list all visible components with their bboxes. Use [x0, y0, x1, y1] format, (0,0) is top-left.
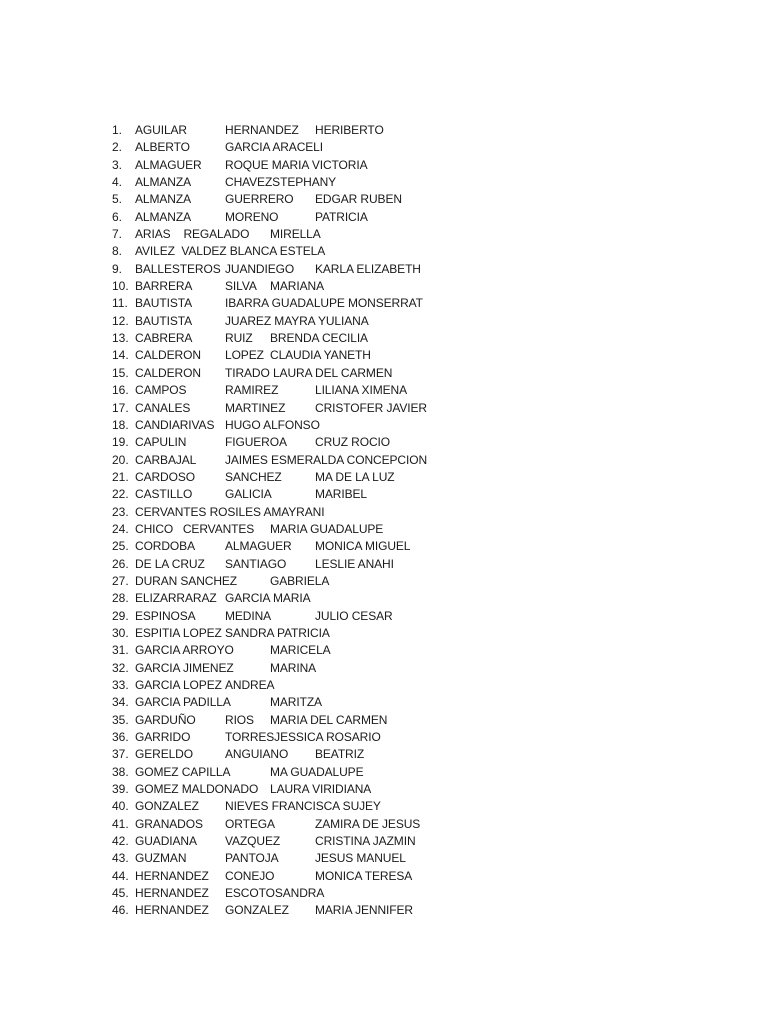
item-number: 8. [112, 244, 123, 259]
item-name: CAPULIN FIGUEROA CRUZ ROCIO [135, 435, 390, 450]
item-number: 10. [112, 279, 129, 294]
item-number: 33. [112, 678, 129, 692]
item-number: 35. [112, 712, 129, 727]
item-name: GOMEZ CAPILLA MA GUADALUPE [135, 764, 364, 779]
list-item [112, 798, 442, 815]
item-name: CABRERA RUIZ BRENDA CECILIA [135, 331, 368, 346]
item-name: GUZMAN PANTOJA JESUS MANUEL [135, 851, 406, 866]
item-name: CALDERON TIRADO LAURA DEL CARMEN [135, 365, 393, 380]
list-item [112, 122, 442, 139]
item-name: GERELDO ANGUIANO BEATRIZ [135, 747, 365, 762]
list-item [112, 504, 442, 521]
item-name: ESPINOSA MEDINA JULIO CESAR [135, 608, 393, 623]
list-item [112, 191, 442, 208]
item-name: GONZALEZ NIEVES FRANCISCA SUJEY [135, 799, 381, 814]
item-number: 45. [112, 886, 129, 901]
list-item [112, 243, 442, 260]
list-item [112, 434, 442, 451]
list-item [112, 868, 442, 885]
item-name: ARIAS REGALADO MIRELLA [135, 227, 321, 242]
list-item [112, 313, 442, 330]
item-name: GUADIANA VAZQUEZ CRISTINA JAZMIN [135, 834, 416, 849]
list-item [112, 746, 442, 763]
item-number: 7. [112, 227, 123, 242]
item-number: 24. [112, 521, 129, 536]
list-item [112, 729, 442, 746]
item-number: 41. [112, 816, 129, 831]
list-item [112, 833, 442, 850]
list-item [112, 625, 442, 642]
item-number: 29. [112, 608, 129, 623]
item-name: GARDUÑO RIOS MARIA DEL CARMEN [135, 712, 388, 727]
list-item [112, 764, 442, 781]
item-name: GRANADOS ORTEGA ZAMIRA DE JESUS [135, 816, 421, 831]
item-number: 46. [112, 903, 129, 918]
item-name: GOMEZ MALDONADO LAURA VIRIDIANA [135, 782, 372, 797]
list-item [112, 694, 442, 711]
item-name: ALMAGUER ROQUE MARIA VICTORIA [135, 157, 368, 172]
list-item [112, 677, 442, 694]
item-number: 26. [112, 556, 129, 571]
item-name: CASTILLO GALICIA MARIBEL [135, 487, 367, 502]
item-name: BAUTISTA JUAREZ MAYRA YULIANA [135, 313, 369, 328]
list-item [112, 712, 442, 729]
list-item [112, 850, 442, 867]
item-number: 21. [112, 469, 129, 484]
list-item [112, 556, 442, 573]
item-number: 1. [112, 123, 123, 137]
item-name: CERVANTES ROSILES AMAYRANI [135, 504, 325, 519]
item-name: GARCIA LOPEZ ANDREA [135, 678, 275, 692]
item-number: 36. [112, 730, 129, 745]
item-number: 23. [112, 504, 129, 519]
list-item [112, 642, 442, 659]
list-item [112, 347, 442, 364]
item-number: 40. [112, 799, 129, 814]
list-item [112, 452, 442, 469]
item-name: CORDOBA ALMAGUER MONICA MIGUEL [135, 539, 411, 554]
list-item [112, 660, 442, 677]
list-item [112, 261, 442, 278]
item-number: 18. [112, 417, 129, 432]
item-name: ESPITIA LOPEZ SANDRA PATRICIA [135, 625, 330, 640]
item-number: 15. [112, 365, 129, 380]
item-name: AVILEZ VALDEZ BLANCA ESTELA [135, 244, 326, 259]
name-list [112, 122, 442, 920]
item-number: 42. [112, 834, 129, 849]
item-number: 38. [112, 764, 129, 779]
item-number: 13. [112, 331, 129, 346]
list-item [112, 417, 442, 434]
item-number: 25. [112, 539, 129, 554]
list-item [112, 382, 442, 399]
item-name: CALDERON LOPEZ CLAUDIA YANETH [135, 348, 371, 363]
list-item [112, 816, 442, 833]
list-item [112, 226, 442, 243]
item-name: CARDOSO SANCHEZ MA DE LA LUZ [135, 469, 395, 484]
list-item [112, 781, 442, 798]
item-name: BARRERA SILVA MARIANA [135, 279, 324, 294]
item-name: HERNANDEZ ESCOTOSANDRA [135, 886, 325, 901]
item-number: 5. [112, 192, 123, 207]
item-name: BALLESTEROS JUANDIEGO KARLA ELIZABETH [135, 261, 421, 276]
item-number: 11. [112, 296, 128, 311]
item-name: ELIZARRARAZ GARCIA MARIA [135, 591, 311, 606]
item-number: 30. [112, 625, 129, 640]
item-name: CAMPOS RAMIREZ LILIANA XIMENA [135, 383, 407, 398]
item-number: 39. [112, 782, 129, 797]
item-number: 34. [112, 695, 129, 710]
list-item [112, 209, 442, 226]
list-item [112, 469, 442, 486]
item-number: 4. [112, 175, 123, 190]
list-item [112, 295, 442, 312]
item-name: CHICO CERVANTES MARIA GUADALUPE [135, 521, 384, 536]
item-number: 20. [112, 452, 129, 467]
item-name: GARRIDO TORRESJESSICA ROSARIO [135, 730, 381, 745]
item-name: CANDIARIVAS HUGO ALFONSO [135, 417, 320, 432]
item-number: 22. [112, 487, 129, 502]
item-name: ALBERTO GARCIA ARACELI [135, 140, 323, 155]
list-item [112, 174, 442, 191]
item-name: DURAN SANCHEZ GABRIELA [135, 573, 330, 588]
item-number: 9. [112, 261, 123, 276]
item-name: CANALES MARTINEZ CRISTOFER JAVIER [135, 400, 427, 415]
item-number: 43. [112, 851, 129, 866]
item-name: GARCIA PADILLA MARITZA [135, 695, 322, 710]
item-number: 16. [112, 383, 129, 398]
item-number: 19. [112, 435, 129, 450]
list-item [112, 486, 442, 503]
list-item [112, 608, 442, 625]
item-number: 3. [112, 157, 123, 172]
item-name: CARBAJAL JAIMES ESMERALDA CONCEPCION [135, 452, 428, 467]
item-name: HERNANDEZ CONEJO MONICA TERESA [135, 868, 413, 883]
list-item [112, 278, 442, 295]
list-item [112, 538, 442, 555]
list-item [112, 139, 442, 156]
item-number: 31. [112, 643, 129, 658]
item-number: 28. [112, 591, 129, 606]
item-name: BAUTISTA IBARRA GUADALUPE MONSERRAT [135, 296, 423, 311]
item-name: GARCIA ARROYO MARICELA [135, 643, 331, 658]
item-name: GARCIA JIMENEZ MARINA [135, 660, 317, 675]
item-number: 37. [112, 747, 129, 762]
item-number: 12. [112, 313, 129, 328]
list-item [112, 573, 442, 590]
item-number: 2. [112, 140, 123, 155]
list-item [112, 157, 442, 174]
list-item [112, 400, 442, 417]
list-item [112, 521, 442, 538]
item-name: HERNANDEZ GONZALEZ MARIA JENNIFER [135, 903, 413, 918]
item-name: AGUILAR HERNANDEZ HERIBERTO [135, 123, 384, 137]
item-number: 44. [112, 868, 129, 883]
item-name: ALMANZA CHAVEZSTEPHANY [135, 175, 337, 190]
list-item [112, 885, 442, 902]
list-item [112, 330, 442, 347]
item-number: 32. [112, 660, 129, 675]
list-item [112, 590, 442, 607]
list-item [112, 902, 442, 919]
item-number: 27. [112, 573, 129, 588]
item-name: ALMANZA MORENO PATRICIA [135, 209, 368, 224]
list-item [112, 365, 442, 382]
item-number: 14. [112, 348, 129, 363]
item-number: 6. [112, 209, 123, 224]
item-name: ALMANZA GUERRERO EDGAR RUBEN [135, 192, 402, 207]
item-name: DE LA CRUZ SANTIAGO LESLIE ANAHI [135, 556, 394, 571]
item-number: 17. [112, 400, 129, 415]
